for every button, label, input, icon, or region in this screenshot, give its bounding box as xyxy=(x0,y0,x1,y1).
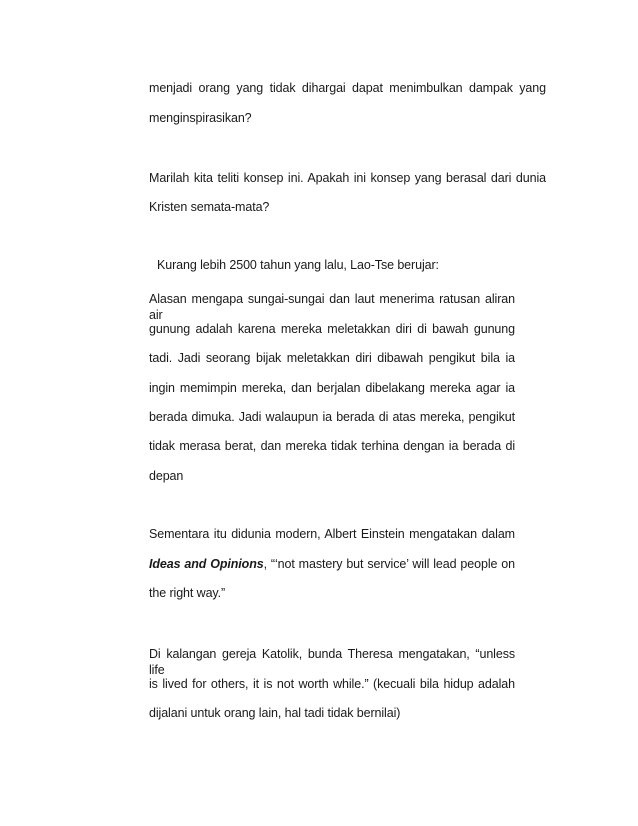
paragraph-line: Marilah kita teliti konsep ini. Apakah ini konsep yang berasal dari dunia xyxy=(149,171,546,185)
quote-line: depan xyxy=(149,469,184,483)
paragraph-line: menjadi orang yang tidak dihargai dapat menimbulkan dampak yang xyxy=(149,81,546,95)
paragraph-text: , “‘not mastery but service’ will lead people on xyxy=(263,557,515,571)
paragraph-line: Kurang lebih 2500 tahun yang lalu, Lao-Tse berujar: xyxy=(157,258,439,272)
paragraph-line: Sementara itu didunia modern, Albert Einstein mengatakan dalam xyxy=(149,527,515,541)
quote-line: berada dimuka. Jadi walaupun ia berada di atas mereka, pengikut xyxy=(149,410,515,424)
paragraph-line: Kristen semata-mata? xyxy=(149,200,270,214)
quote-line: tadi. Jadi seorang bijak meletakkan diri dibawah pengikut bila ia xyxy=(149,351,515,365)
quote-line: tidak merasa berat, dan mereka tidak terhina dengan ia berada di xyxy=(149,439,515,453)
quote-line: Alasan mengapa sungai-sungai dan laut menerima ratusan aliran air xyxy=(149,292,515,322)
book-title: Ideas and Opinions xyxy=(149,557,264,571)
quote-line: ingin memimpin mereka, dan berjalan dibelakang mereka agar ia xyxy=(149,381,515,395)
quote-line: gunung adalah karena mereka meletakkan diri di bawah gunung xyxy=(149,322,515,336)
paragraph-line: Di kalangan gereja Katolik, bunda Theresa mengatakan, “unless life xyxy=(149,647,515,677)
paragraph-line: is lived for others, it is not worth while.” (kecuali bila hidup adalah xyxy=(149,677,515,691)
paragraph-line: menginspirasikan? xyxy=(149,111,252,125)
paragraph-line: the right way.” xyxy=(149,586,226,600)
paragraph-line xyxy=(149,556,515,572)
paragraph-line: dijalani untuk orang lain, hal tadi tidak bernilai) xyxy=(149,706,401,720)
